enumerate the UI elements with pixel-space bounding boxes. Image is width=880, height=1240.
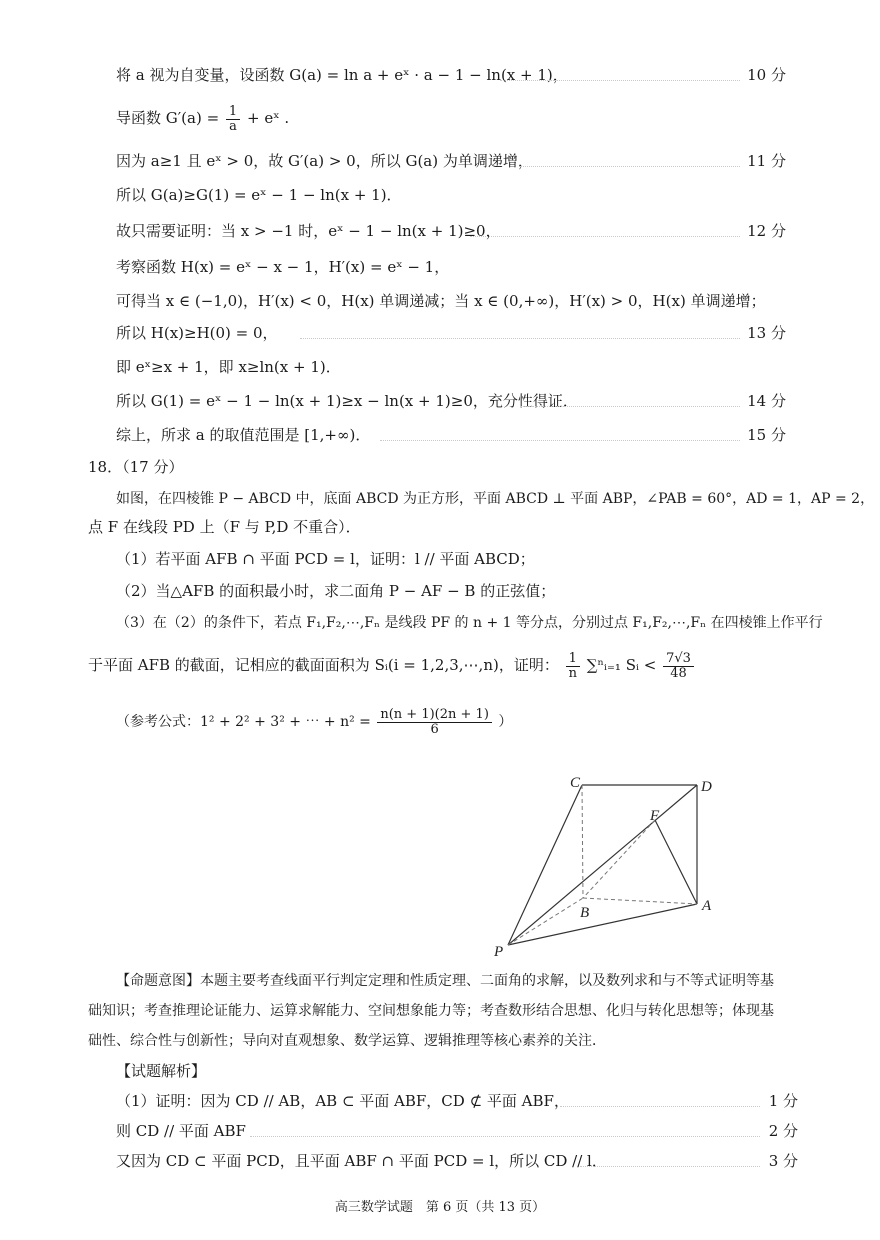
fraction-denominator: n — [568, 665, 577, 681]
edge-PD — [508, 785, 697, 945]
analysis-text: 又因为 CD ⊂ 平面 PCD，且平面 ABF ∩ 平面 PCD = l，所以 CD // l． — [116, 1152, 607, 1170]
solution-text: 可得当 x ∈ (−1,0)，H′(x) < 0，H(x) 单调递减；当 x ∈ (0,+∞)，H′(x) > 0，H(x) 单调递增； — [116, 292, 766, 310]
solution-text: 所以 H(x)≥H(0) = 0， — [116, 324, 278, 342]
score-label: 2 分 — [768, 1122, 798, 1140]
edge-PA — [508, 904, 697, 945]
score-label: 3 分 — [768, 1152, 798, 1170]
formula-text: 导函数 G′(a) = — [116, 109, 220, 127]
analysis-header — [0, 1056, 880, 1086]
page-footer: 高三数学试题 第 6 页（共 13 页） — [334, 1200, 546, 1215]
question-text: （1）若平面 AFB ∩ 平面 PCD = l，证明：l // 平面 ABCD； — [116, 550, 535, 568]
vertex-label-A: A — [702, 898, 712, 914]
analysis-text: （1）证明：因为 CD // AB，AB ⊂ 平面 ABF，CD ⊄ 平面 ABF， — [116, 1092, 569, 1110]
leader-dots — [250, 1136, 760, 1137]
intent-line — [0, 996, 880, 1026]
fraction-denominator: 6 — [430, 721, 439, 737]
score-label: 1 分 — [768, 1092, 798, 1110]
analysis-line — [0, 1116, 880, 1146]
intent-text: 础知识；考查推理论证能力、运算求解能力、空间想象能力等；考查数形结合思想、化归与转化思想等；体现基 — [88, 1003, 774, 1019]
vertex-label-D: D — [701, 779, 712, 795]
segment-FA — [655, 820, 697, 904]
formula-text: + eˣ . — [246, 109, 290, 127]
intent-line — [0, 1026, 880, 1056]
fraction-denominator: a — [229, 118, 237, 134]
vertex-label-F: F — [650, 808, 660, 824]
intent-text: 础性、综合性与创新性；导向对直观想象、数学运算、逻辑推理等核心素养的关注． — [88, 1033, 606, 1049]
score-label: 13 分 — [747, 324, 786, 342]
intent-text: 【命题意图】本题主要考查线面平行判定定理和性质定理、二面角的求解，以及数列求和与不等式证明等基 — [116, 973, 774, 989]
solution-text: 所以 G(1) = eˣ − 1 − ln(x + 1)≥x − ln(x + 1)≥0，充分性得证． — [116, 392, 578, 410]
solution-text: 所以 G(a)≥G(1) = eˣ − 1 − ln(x + 1)． — [116, 186, 402, 204]
solution-text: 综上，所求 a 的取值范围是 [1,+∞)． — [116, 426, 371, 444]
solution-text: 将 a 视为自变量，设函数 G(a) = ln a + eˣ · a − 1 − ln(x + 1)， — [116, 66, 568, 84]
problem-number: 18．（17 分） — [88, 458, 184, 476]
vertex-label-B: B — [580, 905, 590, 921]
score-label: 11 分 — [747, 152, 786, 170]
summation: ∑ⁿᵢ₌₁ Sᵢ < — [586, 656, 657, 674]
fraction-numerator: 1 — [566, 652, 580, 667]
question-text: （2）当△AFB 的面积最小时，求二面角 P − AF − B 的正弦值； — [116, 582, 556, 600]
analysis-title: 【试题解析】 — [116, 1062, 207, 1080]
solution-text: 故只需要证明：当 x > −1 时，eˣ − 1 − ln(x + 1)≥0， — [116, 222, 501, 240]
score-label: 15 分 — [747, 426, 786, 444]
score-label: 14 分 — [747, 392, 786, 410]
analysis-text: 则 CD // 平面 ABF — [116, 1122, 246, 1140]
problem-text: 如图，在四棱锥 P − ABCD 中，底面 ABCD 为正方形，平面 ABCD ⊥ 平面 ABP，∠PAB = 60°，AD = 1，AP = 2， — [116, 491, 875, 507]
analysis-line — [0, 1086, 880, 1116]
hidden-edge-BA — [583, 898, 697, 904]
analysis-line — [0, 1146, 880, 1176]
fraction-numerator: 1 — [226, 105, 240, 120]
reference-text-part: （参考公式：1² + 2² + 3² + ⋯ + n² = — [116, 714, 371, 730]
reference-text-part: ） — [498, 714, 513, 730]
vertex-label-P: P — [494, 944, 504, 960]
fraction-denominator: 48 — [670, 665, 687, 681]
question-text-part: 于平面 AFB 的截面，记相应的截面面积为 Sᵢ(i = 1,2,3,⋯,n)，证明： — [88, 656, 559, 674]
score-label: 10 分 — [747, 66, 786, 84]
edge-PC — [508, 785, 582, 945]
solution-text: 即 eˣ≥x + 1，即 x≥ln(x + 1)． — [116, 358, 341, 376]
solution-text: 考察函数 H(x) = eˣ − x − 1，H′(x) = eˣ − 1， — [116, 258, 450, 276]
problem-text: 点 F 在线段 PD 上（F 与 P,D 不重合）． — [88, 518, 361, 536]
fraction-numerator: n(n + 1)(2n + 1) — [377, 708, 492, 723]
leader-dots — [560, 1106, 760, 1107]
solution-text: 因为 a≥1 且 eˣ > 0，故 G′(a) > 0，所以 G(a) 为单调递增， — [116, 152, 533, 170]
hidden-segment-FB — [583, 820, 655, 898]
fraction-numerator: 7√3 — [663, 652, 694, 667]
intent-line — [0, 966, 880, 996]
question-text: （3）在（2）的条件下，若点 F₁,F₂,⋯,Fₙ 是线段 PF 的 n + 1 等分点，分别过点 F₁,F₂,⋯,Fₙ 在四棱锥上作平行 — [116, 615, 823, 631]
vertex-label-C: C — [570, 775, 581, 791]
score-label: 12 分 — [747, 222, 786, 240]
leader-dots — [580, 1166, 760, 1167]
